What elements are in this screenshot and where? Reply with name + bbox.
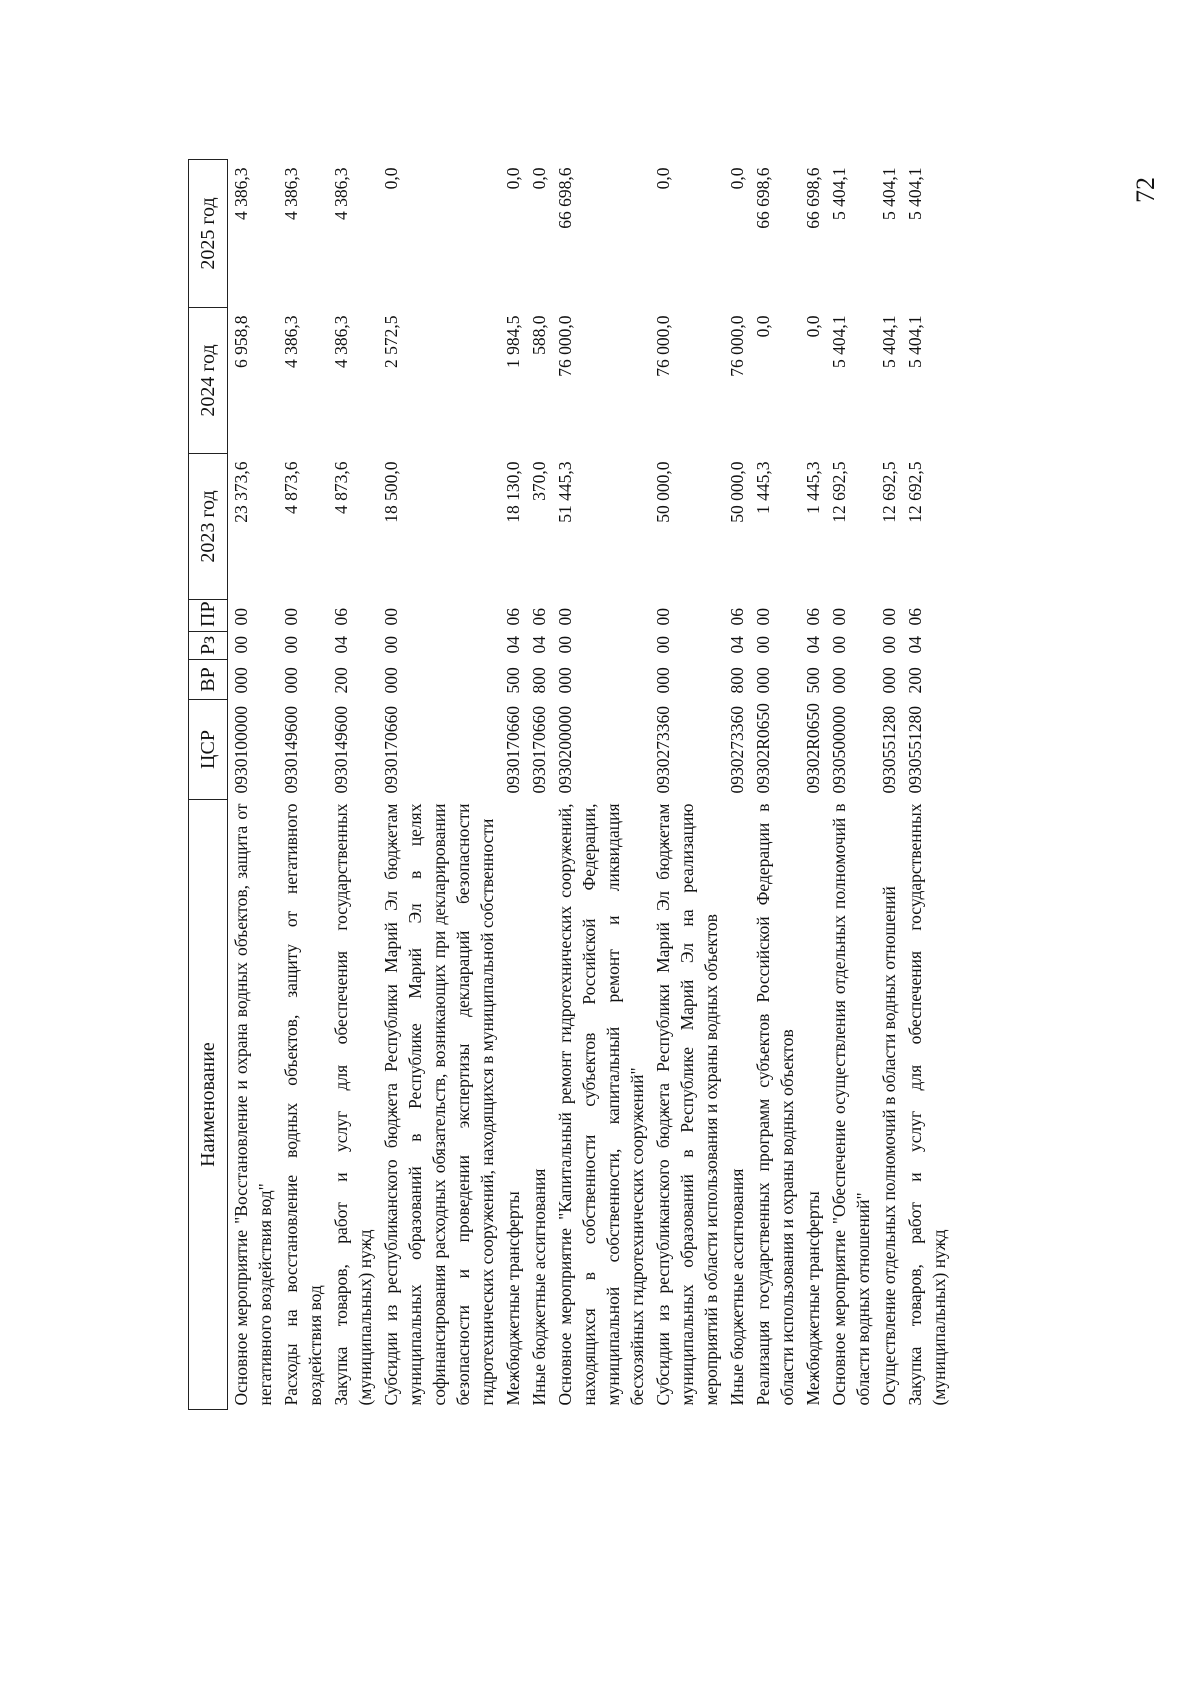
row-csr: 0930500000: [829, 706, 849, 794]
header-2023: 2023 год: [189, 454, 228, 600]
row-rz: 04: [331, 636, 351, 654]
row-csr: 0930149600: [331, 706, 351, 794]
row-csr: 09302R0650: [753, 703, 773, 794]
row-2024: 5 404,1: [905, 315, 925, 368]
row-pr: 06: [529, 608, 549, 626]
row-name: Иные бюджетные ассигнования: [727, 1168, 747, 1406]
row-csr: 0930551280: [905, 706, 925, 794]
row-name: Иные бюджетные ассигнования: [529, 1168, 549, 1406]
row-csr: 0930551280: [879, 706, 899, 794]
row-2024: 0,0: [753, 315, 773, 338]
row-2024: 4 386,3: [281, 315, 301, 368]
row-2023: 1 445,3: [753, 461, 773, 514]
row-csr: 0930273360: [653, 706, 673, 794]
row-2024: 76 000,0: [653, 315, 673, 377]
row-vr: 200: [331, 667, 351, 694]
row-vr: 000: [555, 667, 575, 694]
row-pr: 00: [829, 608, 849, 626]
row-2023: 4 873,6: [331, 461, 351, 514]
row-rz: 00: [879, 636, 899, 654]
row-2024: 5 404,1: [829, 315, 849, 368]
table-row: [500, 160, 526, 1410]
row-vr: 800: [727, 667, 747, 694]
row-rz: 04: [529, 636, 549, 654]
row-2025: 5 404,1: [905, 167, 925, 220]
row-rz: 00: [555, 636, 575, 654]
row-2025: 0,0: [381, 167, 401, 190]
row-2024: 1 984,5: [503, 315, 523, 368]
row-pr: 00: [879, 608, 899, 626]
row-rz: 00: [381, 636, 401, 654]
row-name: Субсидии из республиканского бюджета Республики Марий Эл бюджетам муниципальных образований в Республике Марий Эл на реализацию мероприятий в области использования и охраны водных объектов: [653, 803, 721, 1406]
row-vr: 500: [503, 667, 523, 694]
row-2025: 0,0: [503, 167, 523, 190]
row-2025: 66 698,6: [555, 167, 575, 229]
row-vr: 000: [653, 667, 673, 694]
table-row: [328, 160, 378, 1410]
row-name: Осуществление отдельных полномочий в области водных отношений: [879, 886, 899, 1406]
budget-table: [188, 159, 952, 1410]
row-2024: 0,0: [803, 315, 823, 338]
row-rz: 04: [727, 636, 747, 654]
row-2025: 4 386,3: [231, 167, 251, 220]
table-row: [750, 160, 800, 1410]
row-2025: 5 404,1: [879, 167, 899, 220]
row-name: Реализация государственных программ субъектов Российской Федерации в области использования и охраны водных объектов: [753, 803, 797, 1406]
table-row: [826, 160, 876, 1410]
row-vr: 800: [529, 667, 549, 694]
table-row: [552, 160, 650, 1410]
row-2023: 18 500,0: [381, 461, 401, 523]
row-vr: 000: [231, 667, 251, 694]
row-vr: 000: [829, 667, 849, 694]
row-vr: 200: [905, 667, 925, 694]
header-csr: ЦСР: [189, 700, 228, 800]
row-rz: 04: [803, 636, 823, 654]
row-2023: 1 445,3: [803, 461, 823, 514]
table-row: [378, 160, 500, 1410]
table-row: [876, 160, 902, 1410]
row-name: Основное мероприятие "Восстановление и охрана водных объектов, защита от негативного воздействия вод": [231, 803, 275, 1406]
table-header: [189, 160, 228, 1410]
row-rz: 00: [281, 636, 301, 654]
row-rz: 00: [829, 636, 849, 654]
row-name: Межбюджетные трансферты: [503, 1191, 523, 1406]
row-pr: 00: [555, 608, 575, 626]
row-2024: 76 000,0: [555, 315, 575, 377]
row-vr: 000: [753, 667, 773, 694]
row-rz: 04: [905, 636, 925, 654]
row-2023: 23 373,6: [231, 461, 251, 523]
row-name: Закупка товаров, работ и услуг для обеспечения государственных (муниципальных) нужд: [331, 803, 375, 1406]
row-csr: 0930170660: [381, 706, 401, 794]
table-row: [800, 160, 826, 1410]
row-2024: 76 000,0: [727, 315, 747, 377]
row-2025: 4 386,3: [281, 167, 301, 220]
row-csr: 0930273360: [727, 706, 747, 794]
header-rz: Рз: [189, 632, 228, 660]
row-2025: 5 404,1: [829, 167, 849, 220]
row-csr: 0930100000: [231, 706, 251, 794]
row-name: Основное мероприятие "Обеспечение осуществления отдельных полномочий в области водных отношений": [829, 803, 873, 1406]
row-name: Расходы на восстановление водных объектов, защиту от негативного воздействия вод: [281, 803, 325, 1406]
row-2025: 66 698,6: [753, 167, 773, 229]
row-vr: 500: [803, 667, 823, 694]
header-2025: 2025 год: [189, 160, 228, 308]
row-csr: 0930170660: [503, 706, 523, 794]
row-2024: 4 386,3: [331, 315, 351, 368]
rotated-table-container: [188, 160, 1048, 1410]
row-2023: 12 692,5: [879, 461, 899, 523]
row-vr: 000: [281, 667, 301, 694]
row-2024: 2 572,5: [381, 315, 401, 368]
row-pr: 00: [231, 608, 251, 626]
row-2025: 0,0: [529, 167, 549, 190]
row-csr: 0930170660: [529, 706, 549, 794]
row-vr: 000: [879, 667, 899, 694]
table-row: [650, 160, 724, 1410]
row-pr: 06: [503, 608, 523, 626]
row-2023: 370,0: [529, 461, 549, 501]
row-pr: 00: [753, 608, 773, 626]
header-name: Наименование: [189, 800, 228, 1410]
row-2023: 50 000,0: [727, 461, 747, 523]
row-pr: 06: [803, 608, 823, 626]
row-2023: 12 692,5: [905, 461, 925, 523]
row-2024: 588,0: [529, 315, 549, 355]
row-pr: 06: [905, 608, 925, 626]
row-pr: 00: [653, 608, 673, 626]
row-pr: 00: [381, 608, 401, 626]
row-pr: 00: [281, 608, 301, 626]
row-vr: 000: [381, 667, 401, 694]
row-csr: 0930200000: [555, 706, 575, 794]
row-rz: 00: [231, 636, 251, 654]
header-pr: ПР: [189, 600, 228, 632]
row-2023: 18 130,0: [503, 461, 523, 523]
row-2023: 12 692,5: [829, 461, 849, 523]
row-2023: 51 445,3: [555, 461, 575, 523]
row-2024: 5 404,1: [879, 315, 899, 368]
row-csr: 09302R0650: [803, 703, 823, 794]
row-2025: 66 698,6: [803, 167, 823, 229]
row-name: Субсидии из республиканского бюджета Республики Марий Эл бюджетам муниципальных образований в Республике Марий Эл в целях софинансирования расходных обязательств, возникающих при декларировании безопасности и проведении экспертизы деклараций безопасности гидротехнических сооружений, находящихся в муниципальной собственности: [381, 803, 497, 1406]
row-2025: 0,0: [653, 167, 673, 190]
table-row: [902, 160, 952, 1410]
row-2023: 4 873,6: [281, 461, 301, 514]
table-row: [278, 160, 328, 1410]
row-rz: 00: [653, 636, 673, 654]
row-name: Закупка товаров, работ и услуг для обеспечения государственных (муниципальных) нужд: [905, 803, 949, 1406]
table-row: [724, 160, 750, 1410]
table-body: [228, 160, 953, 1410]
row-2025: 4 386,3: [331, 167, 351, 220]
row-csr: 0930149600: [281, 706, 301, 794]
header-vr: ВР: [189, 660, 228, 700]
table-row: [228, 160, 279, 1410]
header-2024: 2024 год: [189, 308, 228, 454]
row-2024: 6 958,8: [231, 315, 251, 368]
row-2025: 0,0: [727, 167, 747, 190]
row-name: Основное мероприятие "Капитальный ремонт гидротехнических сооружений, находящихся в собственности субъектов Российской Федерации, муниципальной собственности, капитальный ремонт и ликвидация бесхозяйных гидротехнических сооружений": [555, 803, 647, 1406]
table-row: [526, 160, 552, 1410]
row-rz: 00: [753, 636, 773, 654]
row-rz: 04: [503, 636, 523, 654]
row-pr: 06: [331, 608, 351, 626]
row-pr: 06: [727, 608, 747, 626]
page-number: 72: [1131, 177, 1160, 203]
row-name: Межбюджетные трансферты: [803, 1191, 823, 1406]
row-2023: 50 000,0: [653, 461, 673, 523]
